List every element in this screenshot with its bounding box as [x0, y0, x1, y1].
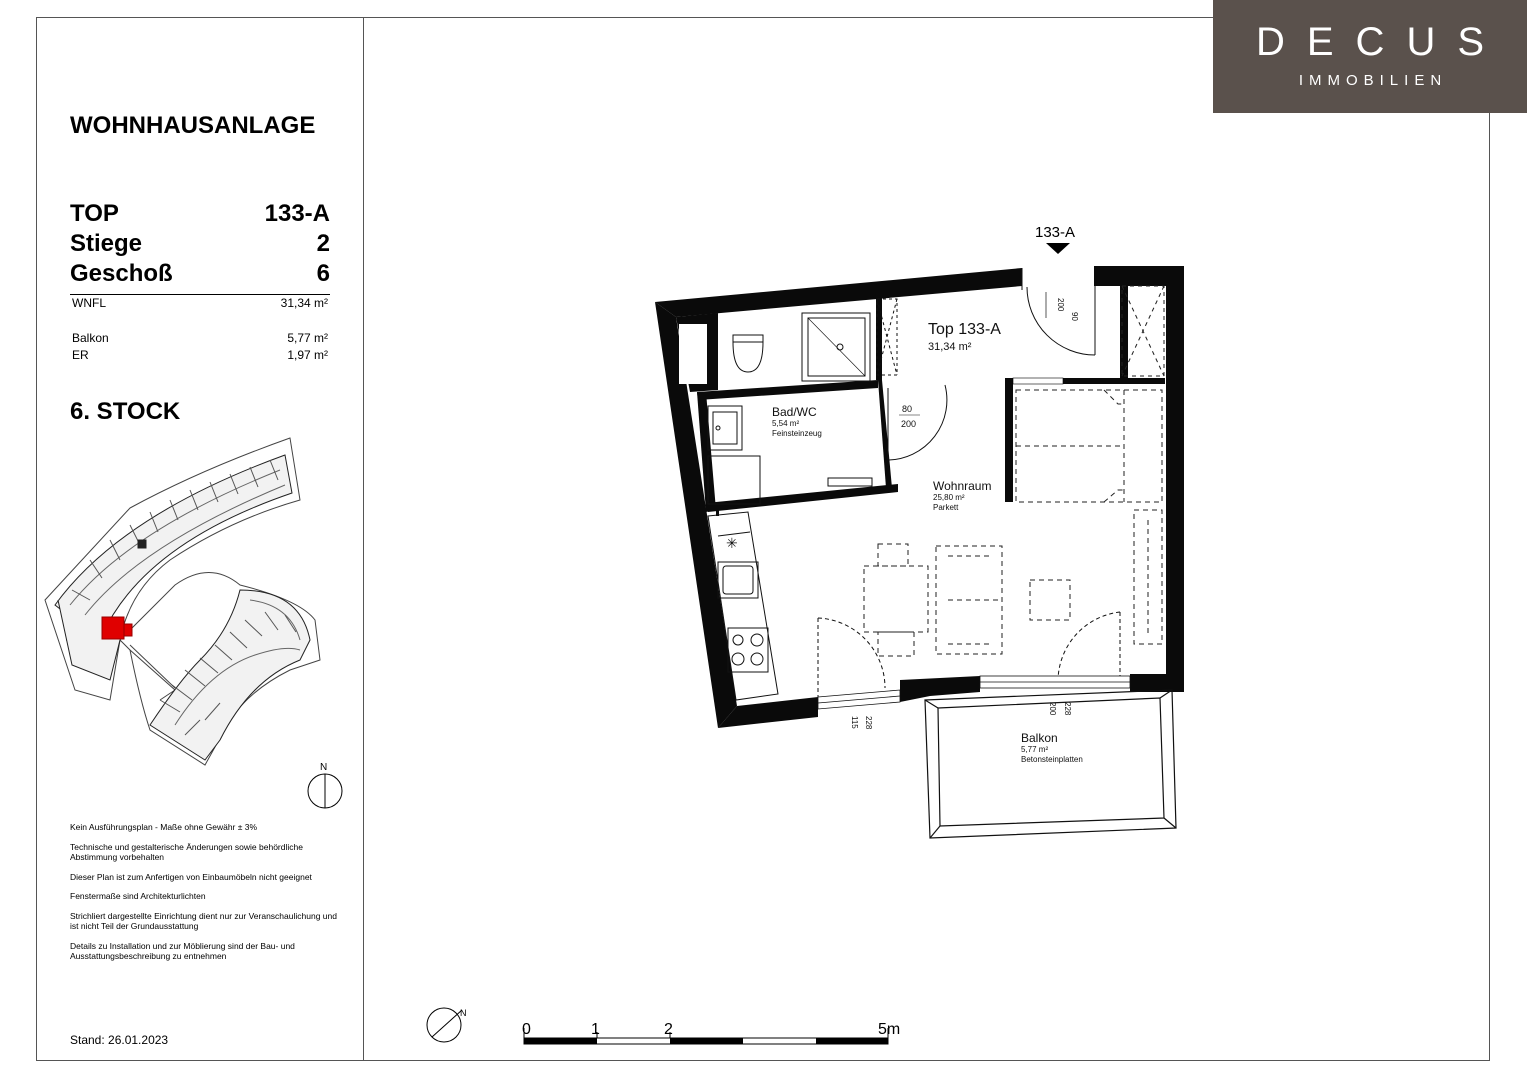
info-value: 6 [316, 260, 330, 287]
note: Kein Ausführungsplan - Maße ohne Gewähr ± 3% [70, 822, 258, 832]
plan-north-arrow [427, 1008, 467, 1042]
dining-table [864, 566, 928, 632]
logo-subtitle: IMMOBILIEN [1298, 72, 1448, 89]
area-label: Balkon [72, 331, 109, 345]
armchair [1030, 580, 1070, 620]
balcony-name: Balkon [1021, 731, 1058, 745]
note: Strichliert dargestellte Einrichtung dient nur zur Veranschaulichung und ist nicht Teil der Grundausstattung [70, 910, 337, 931]
north-label: N [320, 762, 328, 773]
plan-north-label: N [460, 1008, 467, 1018]
living-name: Wohnraum [933, 479, 992, 493]
bath-name: Bad/WC [772, 405, 817, 419]
window2-height: 200 [1048, 702, 1057, 716]
note: Dieser Plan ist zum Anfertigen von Einbaumöbeln nicht geeignet [70, 871, 312, 882]
bath-door [888, 385, 947, 460]
living-area: 25,80 m² [933, 493, 965, 502]
living-floor: Parkett [933, 503, 959, 512]
stand-date: Stand: 26.01.2023 [70, 1033, 169, 1047]
info-label: TOP [70, 200, 119, 227]
area-label: WNFL [72, 296, 106, 310]
toilet [733, 342, 763, 372]
scale-tick-2: 2 [664, 1021, 673, 1038]
area-label: ER [72, 348, 89, 362]
storage-cabinet [1122, 286, 1164, 376]
bath-floor: Feinsteinzeug [772, 429, 822, 438]
scale-tick-1: 1 [591, 1021, 600, 1038]
bath-area: 5,54 m² [772, 419, 800, 428]
scale-bar [522, 1021, 900, 1044]
washing-machine [708, 456, 760, 504]
info-value: 133-A [264, 200, 330, 227]
note: Details zu Installation und zur Möblierung sind der Bau- und Ausstattungsbeschreibung zu entnehmen [70, 940, 295, 961]
sink [718, 562, 758, 598]
sidebar-north-arrow [308, 762, 342, 808]
bath-door-width: 80 [902, 404, 913, 414]
note: Technische und gestalterische Änderungen sowie behördliche Abstimmung vorbehalten [70, 841, 303, 862]
svg-text:✳: ✳ [726, 535, 738, 551]
unit-area: 31,34 m² [928, 341, 972, 353]
window1-width: 228 [864, 716, 873, 730]
inner-walls [676, 284, 1165, 516]
window1-height: 115 [850, 716, 859, 729]
info-value: 2 [316, 230, 330, 257]
scale-tick-0: 0 [522, 1021, 531, 1038]
floor-heading: 6. STOCK [70, 398, 181, 425]
area-value: 5,77 m² [287, 331, 328, 345]
entry-arrow-icon [1046, 243, 1070, 254]
site-overview-map [45, 438, 320, 765]
bath-door-height: 200 [901, 419, 917, 429]
area-value: 31,34 m² [280, 296, 328, 310]
balcony-floor: Betonsteinplatten [1021, 755, 1083, 764]
cooktop [728, 628, 768, 672]
entry-label: 133-A [1035, 224, 1076, 241]
scale-tick-5: 5m [878, 1021, 901, 1038]
project-title: WOHNHAUSANLAGE [70, 112, 316, 139]
bathroom-fixtures [708, 299, 897, 504]
entry-door-width: 90 [1070, 312, 1079, 321]
highlighted-unit [102, 617, 124, 639]
logo-name: DECUS [1255, 20, 1507, 64]
info-label: Geschoß [70, 260, 173, 287]
area-value: 1,97 m² [287, 348, 328, 362]
info-label: Stiege [70, 230, 143, 257]
note: Fenstermaße sind Architekturlichten [70, 891, 206, 901]
window2-width: 228 [1063, 702, 1072, 716]
entry-door-height: 200 [1056, 298, 1065, 312]
balcony-area: 5,77 m² [1021, 745, 1049, 754]
unit-name: Top 133-A [928, 321, 1001, 338]
